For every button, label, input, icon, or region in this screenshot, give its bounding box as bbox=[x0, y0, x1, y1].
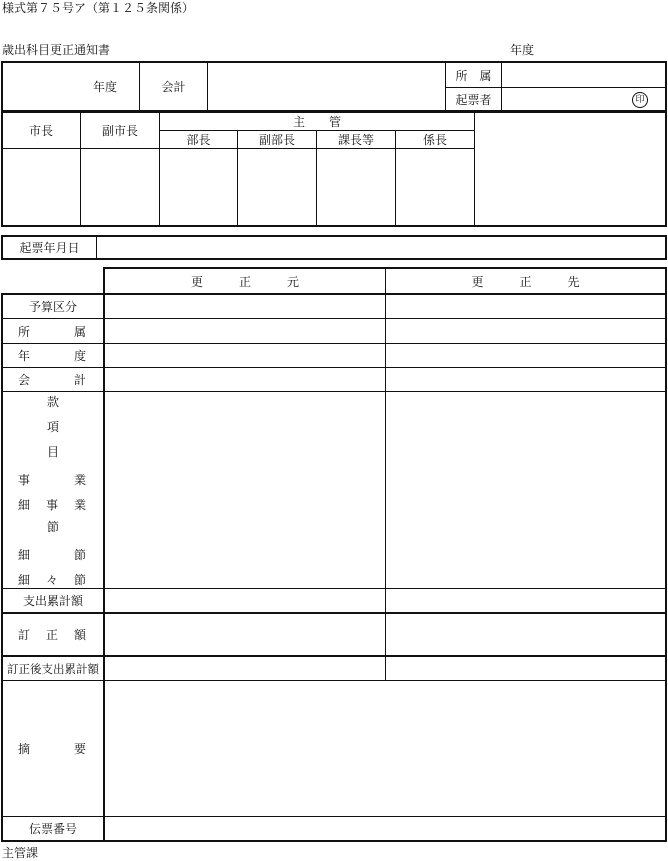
sai-jigyou-label: 細 事 業 bbox=[18, 498, 86, 512]
vice-mayor-seal-field[interactable] bbox=[81, 149, 159, 226]
affiliation-before-field[interactable] bbox=[105, 319, 385, 343]
budget-category-before-field[interactable] bbox=[105, 295, 385, 318]
cumulative-after-correction-label: 訂正後支出累計額 bbox=[7, 661, 99, 676]
draft-date-label: 起票年月日 bbox=[19, 241, 80, 255]
mayor-label: 市長 bbox=[28, 123, 53, 138]
section-chief-label: 課長等 bbox=[337, 133, 374, 147]
account-before-field[interactable] bbox=[105, 368, 385, 391]
vice-mayor-label: 副市長 bbox=[101, 123, 138, 138]
saisai-setsu-label: 細 々 節 bbox=[18, 573, 86, 587]
draft-date-field[interactable] bbox=[97, 236, 665, 259]
voucher-number-field[interactable] bbox=[105, 817, 665, 840]
correction-amount-before-field[interactable] bbox=[105, 614, 385, 655]
classification-after-field[interactable] bbox=[386, 392, 665, 588]
drafter-label: 起票者 bbox=[455, 93, 492, 107]
year-label: 年度 bbox=[92, 80, 117, 94]
account-row-label: 会 計 bbox=[18, 373, 86, 387]
cumulative-expenditure-before-field[interactable] bbox=[105, 589, 385, 612]
in-charge-label: 主 管 bbox=[292, 114, 341, 129]
deputy-director-seal-field[interactable] bbox=[238, 149, 316, 226]
fiscal-year-label: 年度 bbox=[510, 43, 535, 57]
sai-setsu-label: 細 節 bbox=[18, 548, 86, 562]
setsu-label: 節 bbox=[47, 520, 60, 534]
director-label: 部長 bbox=[186, 133, 211, 147]
subsection-chief-label: 係長 bbox=[422, 133, 447, 147]
account-after-field[interactable] bbox=[386, 368, 665, 391]
table-left-border bbox=[1, 293, 3, 842]
affiliation-field[interactable] bbox=[502, 63, 666, 87]
document-title: 歳出科目更正通知書 bbox=[2, 43, 111, 57]
affiliation-label: 所 属 bbox=[455, 68, 492, 83]
divider bbox=[474, 112, 475, 226]
cumulative-after-after-field[interactable] bbox=[386, 657, 665, 680]
table-bottom-border bbox=[1, 840, 667, 842]
correction-amount-label: 訂 正 額 bbox=[18, 628, 86, 642]
table-right-border bbox=[665, 267, 667, 842]
year-before-field[interactable] bbox=[105, 344, 385, 367]
form-number: 様式第７５号ア（第１２５条関係） bbox=[2, 1, 195, 15]
moku-label: 目 bbox=[47, 445, 60, 459]
summary-label: 摘 要 bbox=[18, 742, 86, 756]
cumulative-expenditure-after-field[interactable] bbox=[386, 589, 665, 612]
correction-source-header: 更 正 元 bbox=[190, 274, 299, 289]
jigyou-label: 事 業 bbox=[18, 473, 86, 487]
voucher-number-label: 伝票番号 bbox=[28, 822, 77, 836]
correction-target-header: 更 正 先 bbox=[471, 274, 580, 289]
department-footer: 主管課 bbox=[2, 846, 39, 860]
budget-category-after-field[interactable] bbox=[386, 295, 665, 318]
seal-icon: 印 bbox=[632, 92, 648, 108]
cumulative-after-before-field[interactable] bbox=[105, 657, 385, 680]
correction-amount-after-field[interactable] bbox=[386, 614, 665, 655]
cumulative-expenditure-label: 支出累計額 bbox=[22, 594, 83, 608]
section-chief-seal-field[interactable] bbox=[317, 149, 395, 226]
affiliation-row-label: 所 属 bbox=[18, 324, 86, 339]
account-label: 会計 bbox=[161, 80, 186, 94]
kan-label: 款 bbox=[47, 395, 60, 409]
subsection-chief-seal-field[interactable] bbox=[396, 149, 474, 226]
year-row-label: 年 度 bbox=[18, 349, 86, 363]
affiliation-after-field[interactable] bbox=[386, 319, 665, 343]
deputy-director-label: 副部長 bbox=[258, 133, 295, 147]
director-seal-field[interactable] bbox=[160, 149, 237, 226]
mayor-seal-field[interactable] bbox=[2, 149, 80, 226]
year-after-field[interactable] bbox=[386, 344, 665, 367]
budget-category-label: 予算区分 bbox=[28, 300, 77, 314]
kou-label: 項 bbox=[47, 420, 60, 434]
account-value[interactable] bbox=[208, 62, 445, 111]
classification-before-field[interactable] bbox=[105, 392, 385, 588]
summary-field[interactable] bbox=[105, 681, 665, 816]
